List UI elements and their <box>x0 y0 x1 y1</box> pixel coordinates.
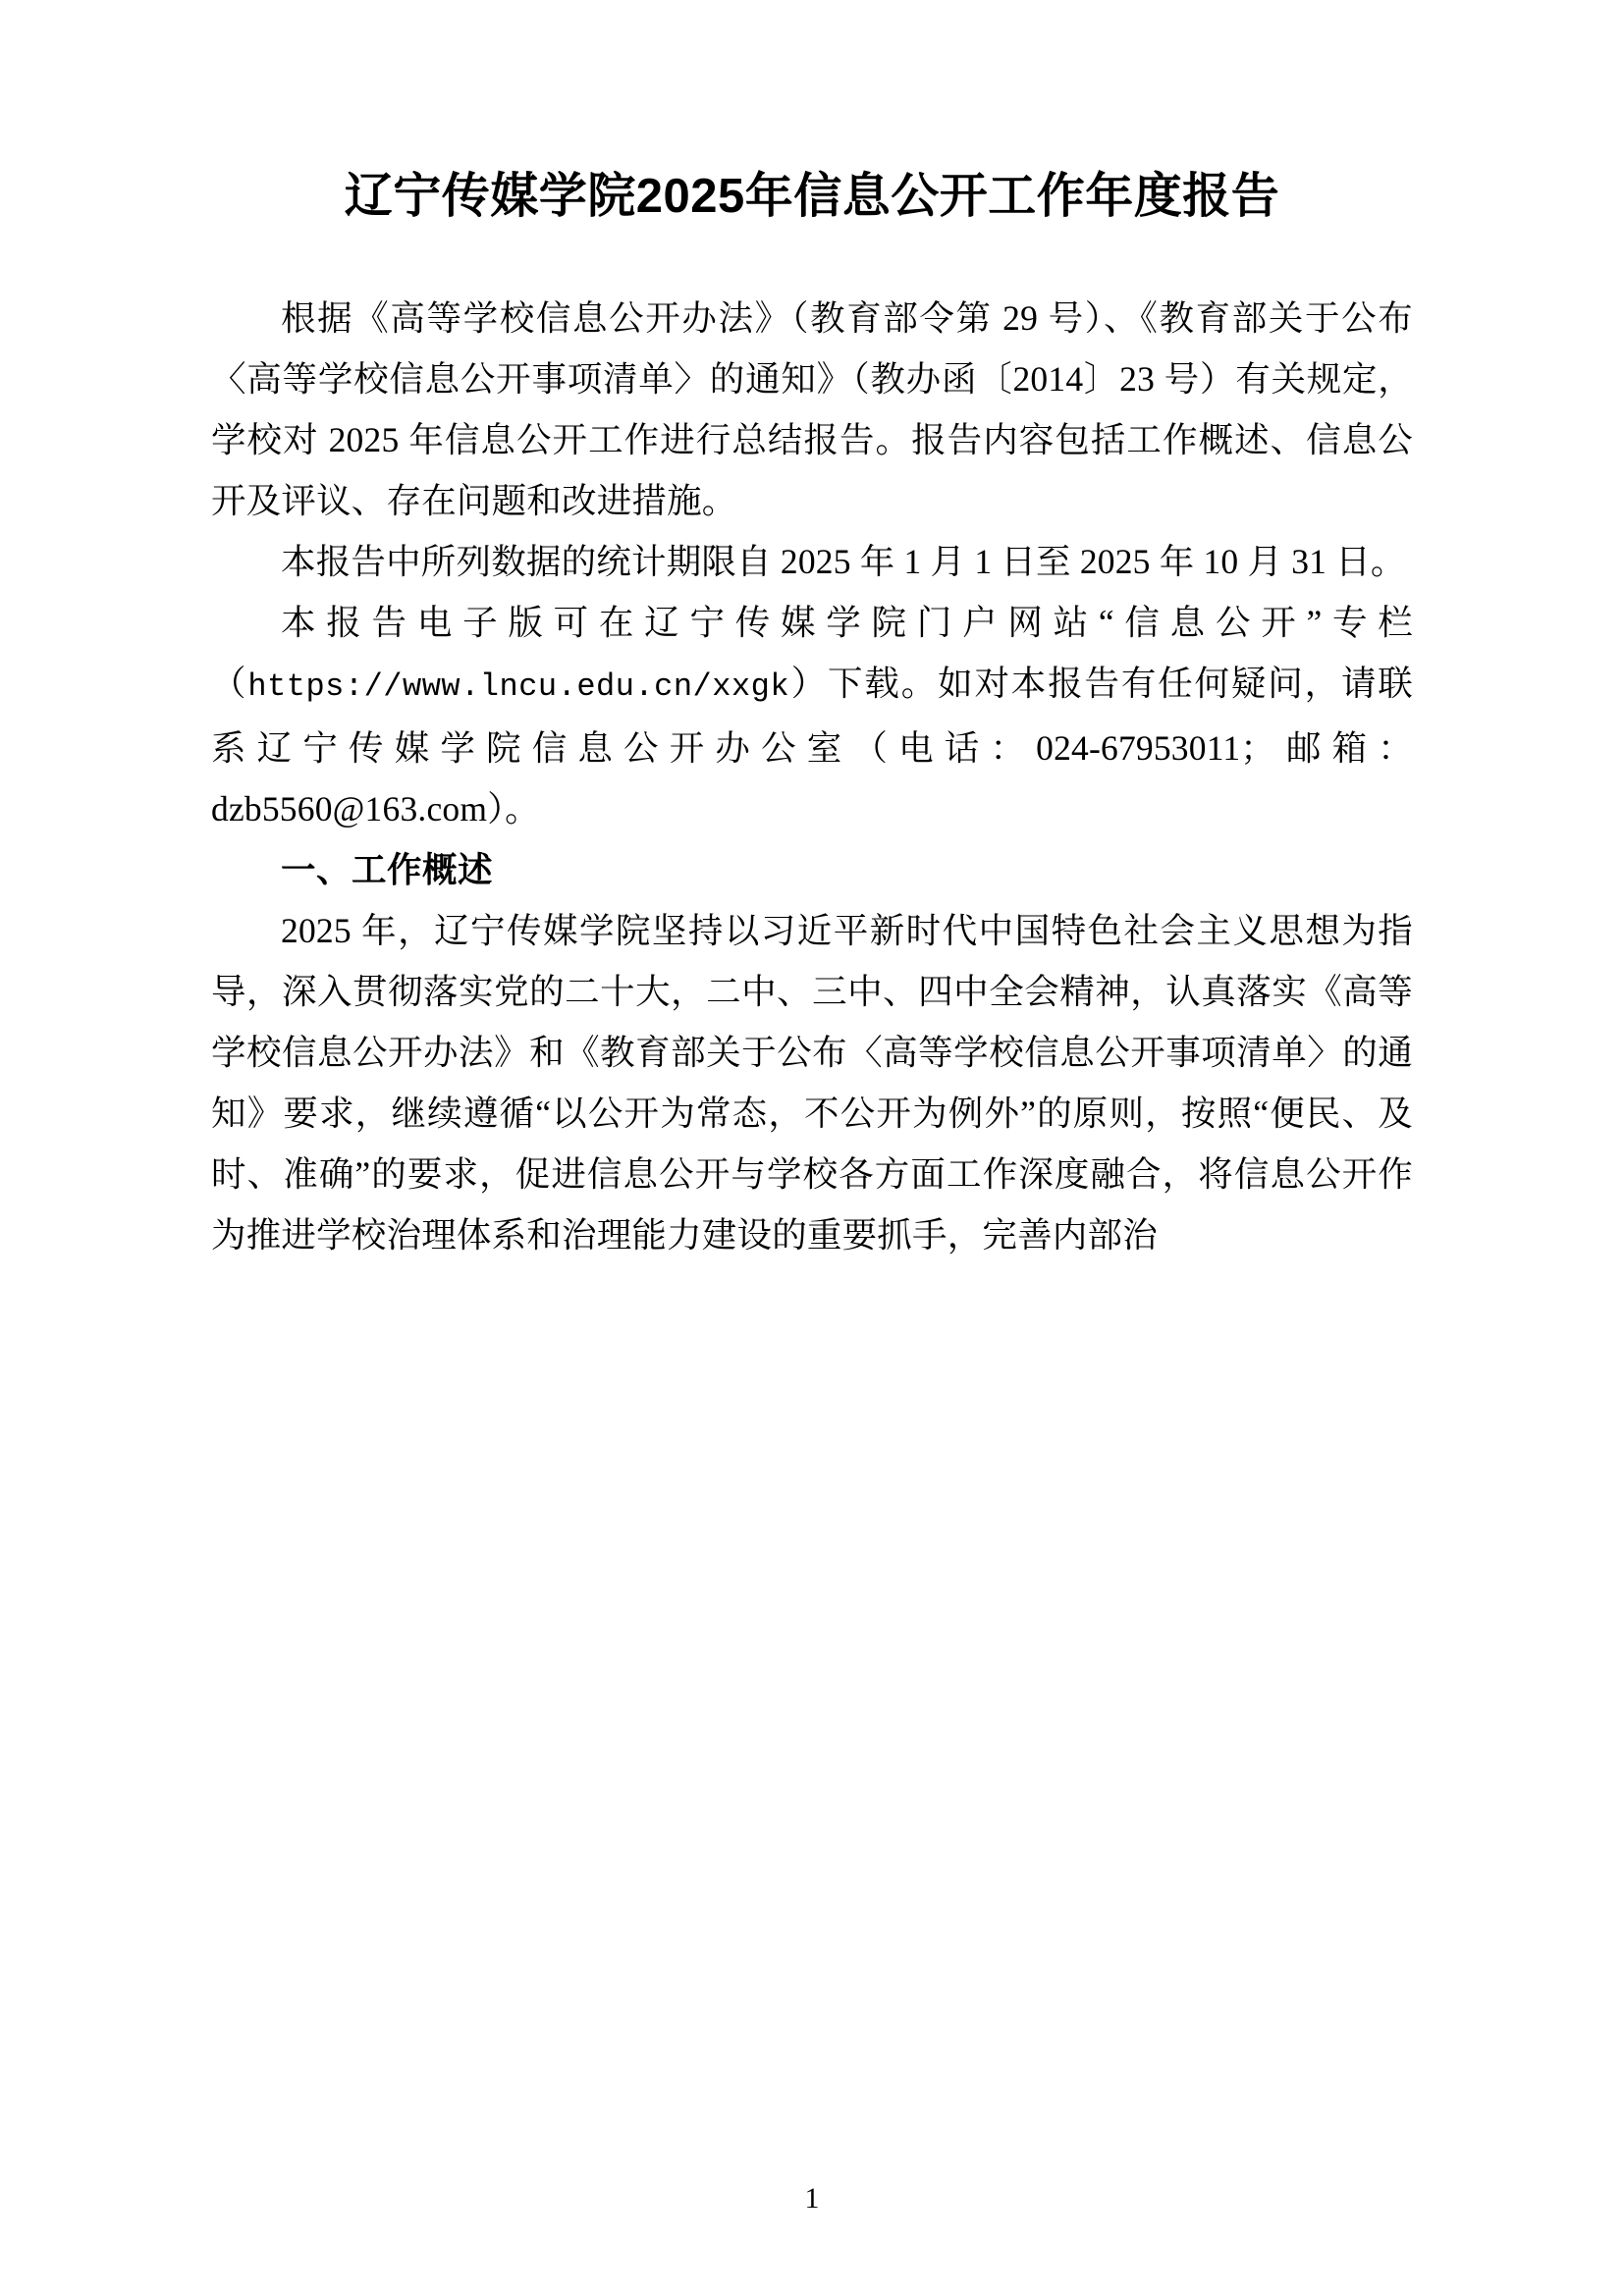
page-number: 1 <box>804 2182 820 2215</box>
page-title: 辽宁传媒学院2025年信息公开工作年度报告 <box>344 170 1280 223</box>
paragraph-work-overview: 2025 年，辽宁传媒学院坚持以习近平新时代中国特色社会主义思想为指导，深入贯彻落实党的二十大，二中、三中、四中全会精神，认真落实《高等学校信息公开办法》和《教育部关于公布〈高等学校信息公开事项清单〉的通知》要求，继续遵循“以公开为常态，不公开为例外”的原则，按照“便民、及时、准确”的要求，促进信息公开与学校各方面工作深度融合，将信息公开作为推进学校治理体系和治理能力建设的重要抓手，完善内部治 <box>211 911 1413 1255</box>
paragraph-basis: 根据《高等学校信息公开办法》（教育部令第 29 号）、《教育部关于公布〈高等学校信息公开事项清单〉的通知》（教办函〔2014〕23 号）有关规定，学校对 2025 年信息公开工作进行总结报告。报告内容包括工作概述、信息公开及评议、存在问题和改进措施。 <box>211 298 1413 521</box>
paragraph-contact <box>211 592 1413 839</box>
contact-text-after-url: ）下载。如对本报告有任何疑问，请联系辽宁传媒学院信息公开办公室（电话：024-67953011；邮箱：dzb5560@163.com）。 <box>211 664 1414 829</box>
section-heading-work-overview: 一、工作概述 <box>281 850 494 890</box>
contact-text-before-url: 本报告电子版可在辽宁传媒学院门户网站“信息公开”专栏（ <box>211 603 1413 704</box>
portal-url[interactable]: https://www.lncu.edu.cn/xxgk <box>247 668 790 706</box>
paragraph-statistics-period: 本报告中所列数据的统计期限自 2025 年 1 月 1 日至 2025 年 10 月 31 日。 <box>281 542 1406 582</box>
